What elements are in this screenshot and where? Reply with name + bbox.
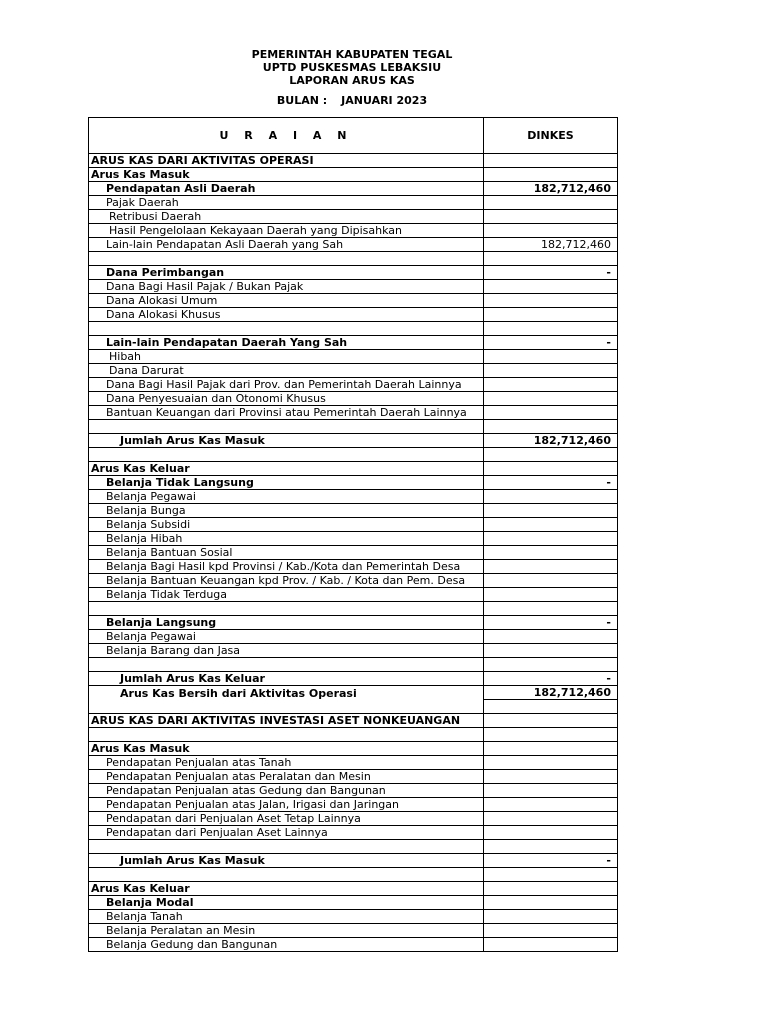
column-header-uraian: U R A I A N	[89, 118, 484, 154]
row-label: Dana Alokasi Khusus	[89, 308, 484, 322]
row-value	[484, 644, 618, 658]
table-row	[89, 364, 618, 378]
row-label: Belanja Pegawai	[89, 490, 484, 504]
row-label: Hasil Pengelolaan Kekayaan Daerah yang Dipisahkan	[89, 224, 484, 238]
row-label: Dana Bagi Hasil Pajak dari Prov. dan Pemerintah Daerah Lainnya	[89, 378, 484, 392]
table-row	[89, 574, 618, 588]
row-value	[484, 714, 618, 728]
row-value	[484, 770, 618, 784]
row-value: -	[484, 266, 618, 280]
table-row	[89, 210, 618, 224]
row-value	[484, 700, 618, 714]
row-value	[484, 658, 618, 672]
period-label: BULAN :	[276, 94, 328, 107]
row-value	[484, 224, 618, 238]
report-title: LAPORAN ARUS KAS	[289, 74, 415, 87]
row-value	[484, 728, 618, 742]
row-value	[484, 364, 618, 378]
row-label: Pajak Daerah	[89, 196, 484, 210]
row-label: Pendapatan dari Penjualan Aset Lainnya	[89, 826, 484, 840]
report-period	[88, 94, 616, 107]
row-value	[484, 560, 618, 574]
table-row	[89, 546, 618, 560]
row-value	[484, 882, 618, 896]
row-value	[484, 938, 618, 952]
row-value: -	[484, 672, 618, 686]
row-label: Belanja Modal	[89, 896, 484, 910]
row-label: Dana Perimbangan	[89, 266, 484, 280]
table-row	[89, 896, 618, 910]
row-label: ARUS KAS DARI AKTIVITAS INVESTASI ASET NONKEUANGAN	[89, 714, 484, 728]
row-value	[484, 350, 618, 364]
row-value: 182,712,460	[484, 238, 618, 252]
table-row	[89, 644, 618, 658]
row-label	[89, 658, 484, 672]
row-label: Jumlah Arus Kas Masuk	[89, 854, 484, 868]
row-value	[484, 280, 618, 294]
row-label: Arus Kas Keluar	[89, 462, 484, 476]
row-value	[484, 518, 618, 532]
table-row	[89, 686, 618, 700]
row-value	[484, 168, 618, 182]
row-label: Lain-lain Pendapatan Daerah Yang Sah	[89, 336, 484, 350]
row-label: Pendapatan Asli Daerah	[89, 182, 484, 196]
table-row	[89, 266, 618, 280]
table-row	[89, 560, 618, 574]
row-value: 182,712,460	[484, 434, 618, 448]
table-row	[89, 924, 618, 938]
period-value: JANUARI 2023	[341, 94, 428, 107]
table-row	[89, 742, 618, 756]
row-value	[484, 742, 618, 756]
row-value	[484, 868, 618, 882]
table-row	[89, 770, 618, 784]
row-label: Arus Kas Bersih dari Aktivitas Operasi	[89, 686, 484, 700]
row-label: Belanja Subsidi	[89, 518, 484, 532]
row-value	[484, 154, 618, 168]
row-value	[484, 462, 618, 476]
column-header-dinkes: DINKES	[484, 118, 618, 154]
table-row	[89, 784, 618, 798]
row-value	[484, 784, 618, 798]
table-row	[89, 154, 618, 168]
table-row	[89, 854, 618, 868]
row-value	[484, 812, 618, 826]
row-label: Arus Kas Masuk	[89, 168, 484, 182]
table-row	[89, 420, 618, 434]
table-row	[89, 490, 618, 504]
row-value	[484, 546, 618, 560]
row-value	[484, 420, 618, 434]
row-value	[484, 588, 618, 602]
table-row	[89, 224, 618, 238]
row-label: Dana Bagi Hasil Pajak / Bukan Pajak	[89, 280, 484, 294]
table-row	[89, 322, 618, 336]
row-value: -	[484, 476, 618, 490]
row-value	[484, 294, 618, 308]
table-row	[89, 350, 618, 364]
table-row	[89, 756, 618, 770]
row-label: Belanja Bunga	[89, 504, 484, 518]
row-value	[484, 448, 618, 462]
row-label: Belanja Tanah	[89, 910, 484, 924]
row-label	[89, 602, 484, 616]
table-row	[89, 938, 618, 952]
row-value	[484, 322, 618, 336]
row-value: -	[484, 854, 618, 868]
row-label: Dana Alokasi Umum	[89, 294, 484, 308]
row-value	[484, 798, 618, 812]
table-row	[89, 630, 618, 644]
table-row	[89, 518, 618, 532]
table-row	[89, 658, 618, 672]
table-row	[89, 910, 618, 924]
table-row	[89, 798, 618, 812]
table-row	[89, 378, 618, 392]
row-value	[484, 378, 618, 392]
row-label: Belanja Bantuan Keuangan kpd Prov. / Kab. / Kota dan Pem. Desa	[89, 574, 484, 588]
table-row	[89, 504, 618, 518]
table-row	[89, 616, 618, 630]
row-value: 182,712,460	[484, 686, 618, 700]
table-row	[89, 476, 618, 490]
row-value: -	[484, 336, 618, 350]
table-row	[89, 168, 618, 182]
row-label: Dana Darurat	[89, 364, 484, 378]
row-label: Belanja Gedung dan Bangunan	[89, 938, 484, 952]
table-row	[89, 294, 618, 308]
table-row	[89, 406, 618, 420]
table-row	[89, 462, 618, 476]
row-label: Pendapatan dari Penjualan Aset Tetap Lainnya	[89, 812, 484, 826]
row-label: Belanja Tidak Langsung	[89, 476, 484, 490]
row-value	[484, 406, 618, 420]
row-label: Jumlah Arus Kas Masuk	[89, 434, 484, 448]
row-label	[89, 252, 484, 266]
table-row	[89, 238, 618, 252]
table-row	[89, 196, 618, 210]
row-value	[484, 602, 618, 616]
table-row	[89, 812, 618, 826]
row-label: Belanja Tidak Terduga	[89, 588, 484, 602]
row-value: 182,712,460	[484, 182, 618, 196]
row-value	[484, 574, 618, 588]
table-row	[89, 700, 618, 714]
row-label: Retribusi Daerah	[89, 210, 484, 224]
row-label	[89, 840, 484, 854]
table-row	[89, 532, 618, 546]
row-value	[484, 210, 618, 224]
table-row	[89, 336, 618, 350]
table-row	[89, 448, 618, 462]
table-row	[89, 840, 618, 854]
row-value	[484, 252, 618, 266]
row-label	[89, 868, 484, 882]
row-value	[484, 840, 618, 854]
table-row	[89, 308, 618, 322]
row-label: Belanja Langsung	[89, 616, 484, 630]
table-row	[89, 588, 618, 602]
row-value	[484, 924, 618, 938]
table-row	[89, 882, 618, 896]
row-value: -	[484, 616, 618, 630]
report-header-government: PEMERINTAH KABUPATEN TEGAL	[251, 48, 453, 61]
row-label: Dana Penyesuaian dan Otonomi Khusus	[89, 392, 484, 406]
table-header-row	[89, 118, 618, 154]
row-value	[484, 504, 618, 518]
row-label: Lain-lain Pendapatan Asli Daerah yang Sah	[89, 238, 484, 252]
row-label: Hibah	[89, 350, 484, 364]
row-value	[484, 490, 618, 504]
table-row	[89, 434, 618, 448]
table-row	[89, 280, 618, 294]
row-label: Arus Kas Masuk	[89, 742, 484, 756]
report-header-institution: UPTD PUSKESMAS LEBAKSIU	[262, 61, 442, 74]
row-label: Belanja Hibah	[89, 532, 484, 546]
row-value	[484, 196, 618, 210]
row-label	[89, 728, 484, 742]
row-value	[484, 532, 618, 546]
row-value	[484, 910, 618, 924]
row-label: Belanja Pegawai	[89, 630, 484, 644]
row-label: Belanja Peralatan an Mesin	[89, 924, 484, 938]
table-row	[89, 868, 618, 882]
table-row	[89, 392, 618, 406]
row-label	[89, 700, 484, 714]
row-value	[484, 826, 618, 840]
table-row	[89, 672, 618, 686]
row-label: Pendapatan Penjualan atas Jalan, Irigasi dan Jaringan	[89, 798, 484, 812]
row-label: Bantuan Keuangan dari Provinsi atau Pemerintah Daerah Lainnya	[89, 406, 484, 420]
row-label: Jumlah Arus Kas Keluar	[89, 672, 484, 686]
table-row	[89, 602, 618, 616]
row-label: Arus Kas Keluar	[89, 882, 484, 896]
row-label	[89, 448, 484, 462]
row-label	[89, 420, 484, 434]
table-row	[89, 826, 618, 840]
row-value	[484, 896, 618, 910]
row-label: Pendapatan Penjualan atas Tanah	[89, 756, 484, 770]
row-label: ARUS KAS DARI AKTIVITAS OPERASI	[89, 154, 484, 168]
table-row	[89, 728, 618, 742]
row-label: Pendapatan Penjualan atas Peralatan dan Mesin	[89, 770, 484, 784]
row-label: Belanja Bantuan Sosial	[89, 546, 484, 560]
row-label	[89, 322, 484, 336]
row-label: Pendapatan Penjualan atas Gedung dan Bangunan	[89, 784, 484, 798]
row-value	[484, 630, 618, 644]
row-label: Belanja Barang dan Jasa	[89, 644, 484, 658]
row-value	[484, 756, 618, 770]
cash-flow-table	[88, 117, 618, 952]
table-row	[89, 182, 618, 196]
table-row	[89, 252, 618, 266]
row-value	[484, 392, 618, 406]
row-label: Belanja Bagi Hasil kpd Provinsi / Kab./Kota dan Pemerintah Desa	[89, 560, 484, 574]
table-row	[89, 714, 618, 728]
row-value	[484, 308, 618, 322]
